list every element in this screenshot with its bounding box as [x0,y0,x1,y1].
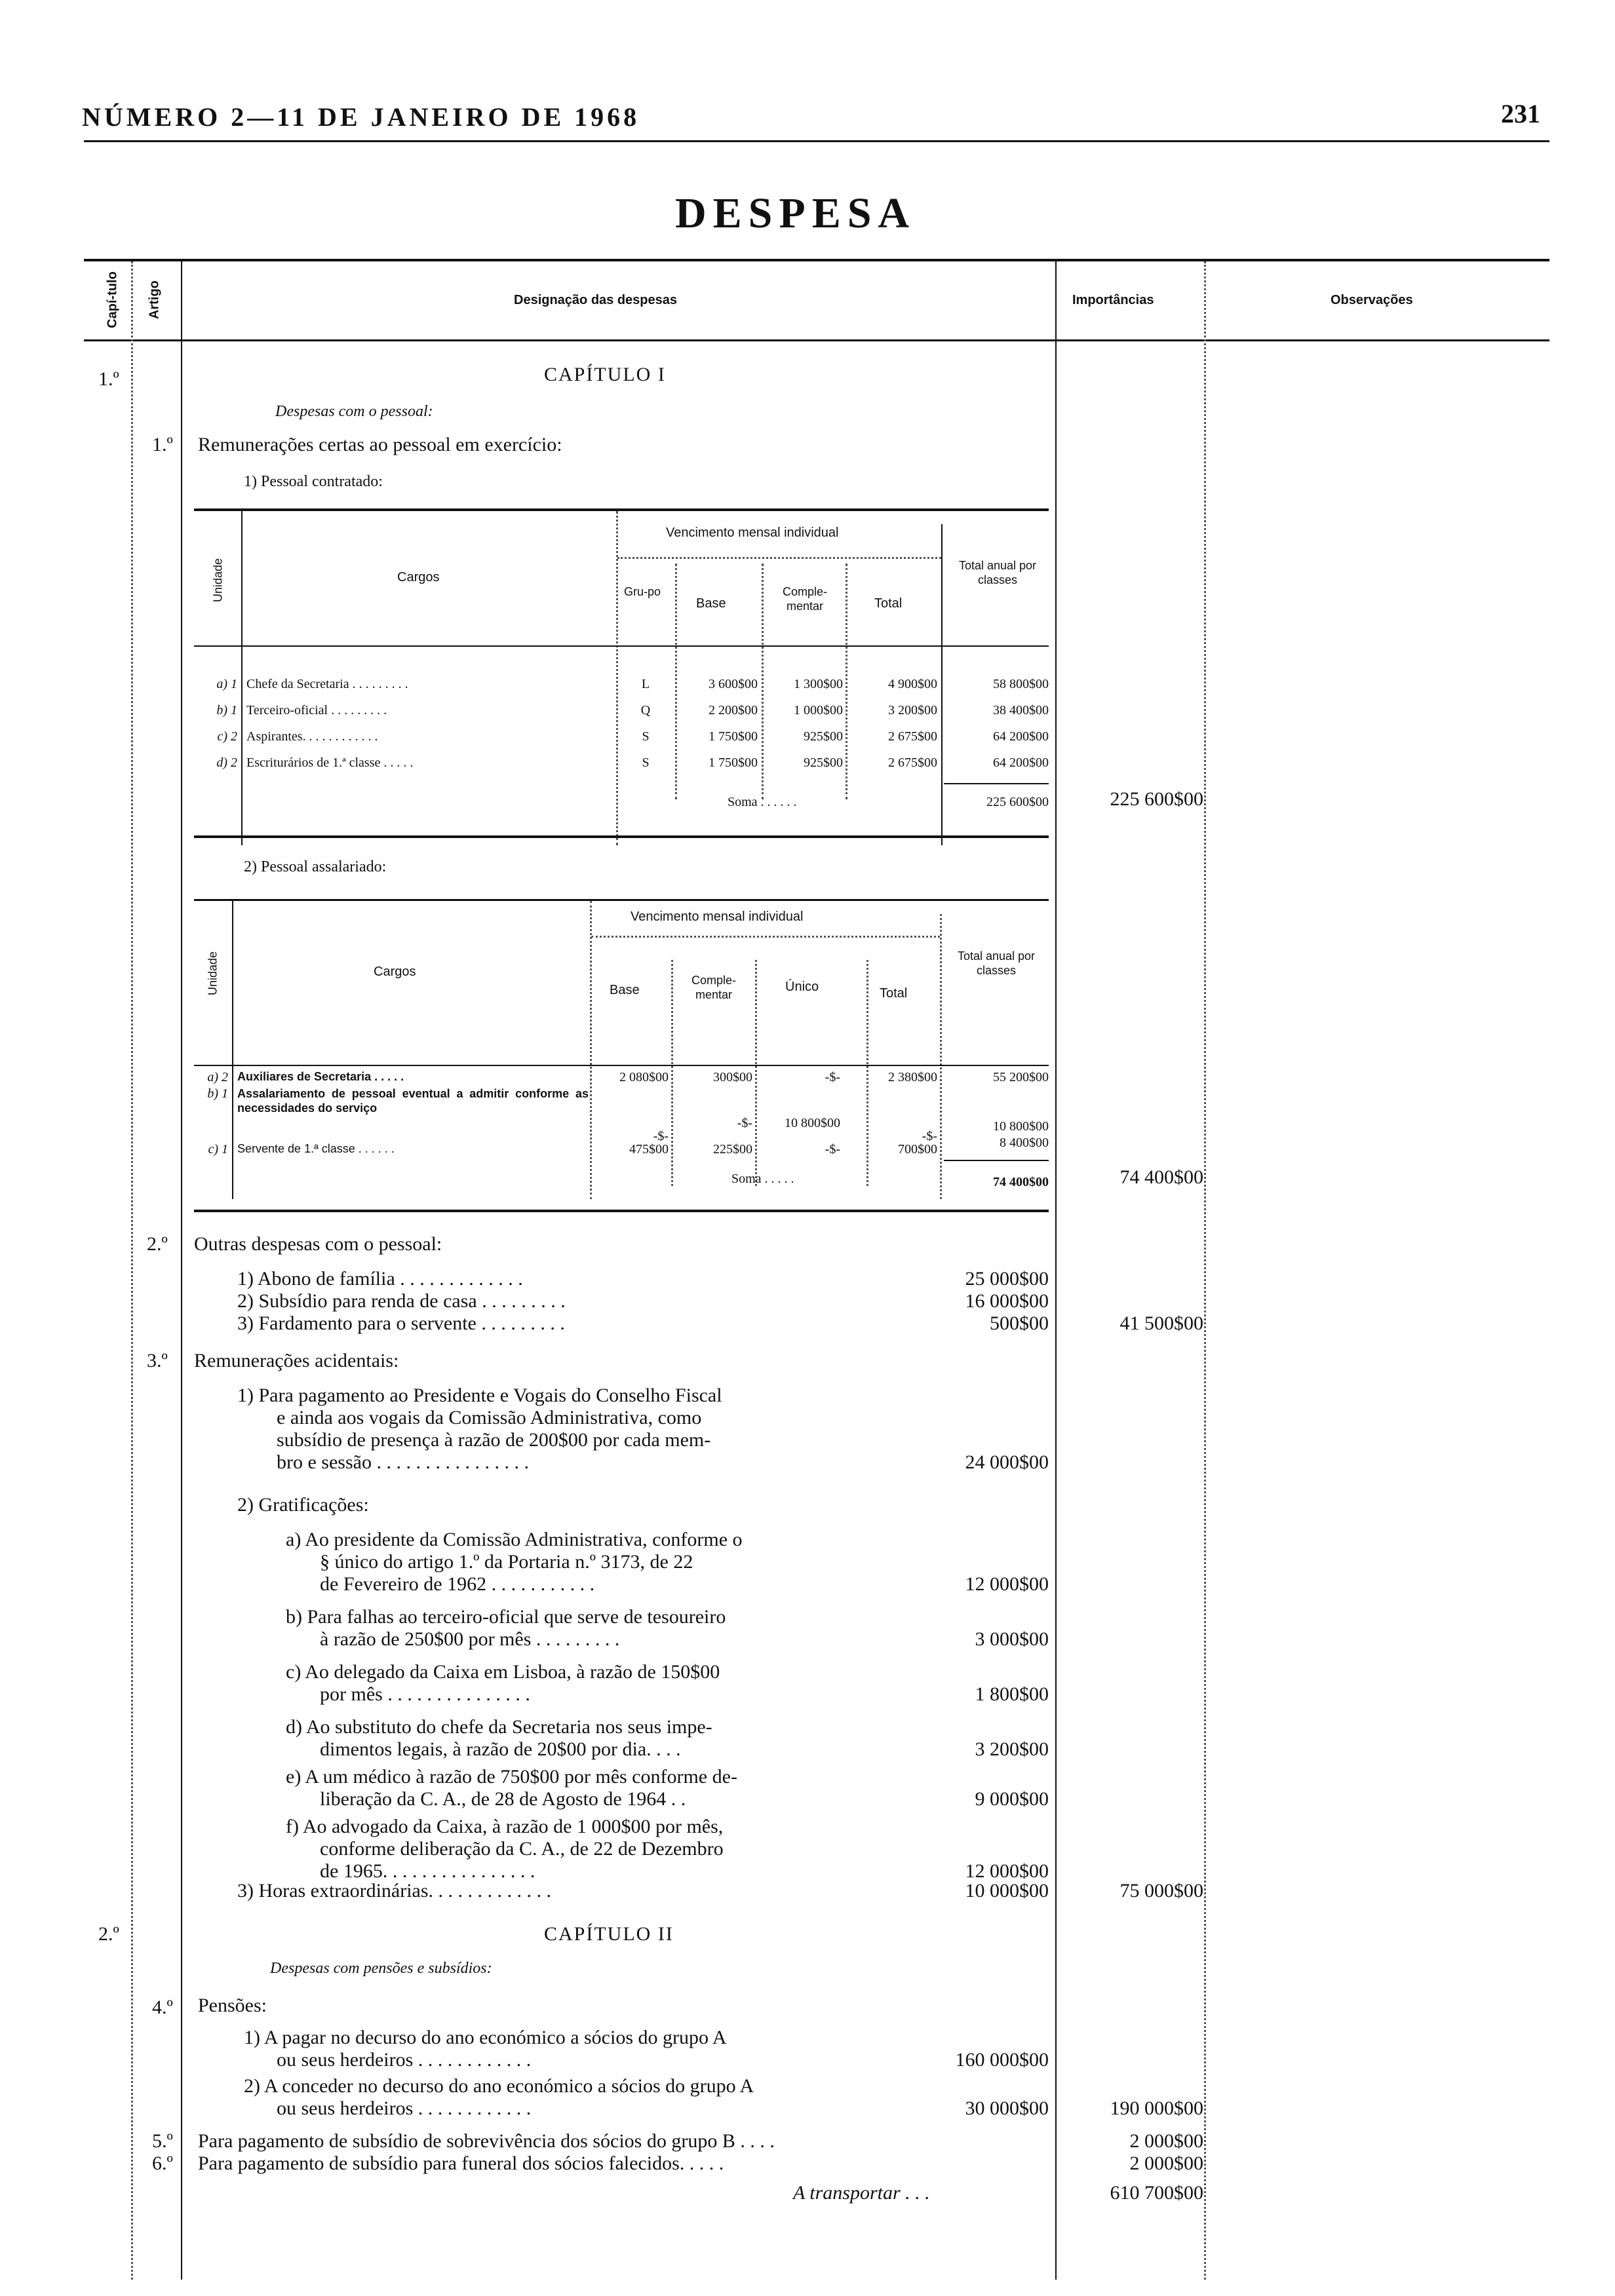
article-label: Remunerações acidentais: [194,1350,399,1371]
t2-anual: 55 200$00 [993,1070,1049,1084]
text-line: 2) Gratificações: [237,1494,369,1516]
subsection-label: 1) Pessoal contratado: [244,473,383,490]
t2-divider-unit [232,901,233,1199]
t1-soma-value: 225 600$00 [986,795,1049,809]
grat-c-line: c) Ao delegado da Caixa em Lisboa, à razão de 150$00 [286,1661,720,1683]
col-divider-import [1055,261,1057,2280]
t2-header-cargos: Cargos [374,965,416,979]
t2-header-bottom [194,1065,1049,1066]
t2-anual: 10 800$00 [993,1119,1049,1134]
t1-header-grupo: Gru-po [623,585,661,598]
list-item: 2) Subsídio para renda de casa . . . . . . . . . [237,1290,566,1312]
import-art4: 190 000$00 [1110,2097,1203,2119]
t1-grupo: Q [640,703,651,718]
t2-anual: 8 400$00 [1000,1136,1049,1150]
grat-d-line: dimentos legais, à razão de 20$00 por dia. . . . [320,1738,681,1760]
grat-a-line: § único do artigo 1.º da Portaria n.º 3173, de 22 [320,1551,693,1573]
item-value: 160 000$00 [955,2049,1049,2071]
t1-base: 1 750$00 [709,756,758,770]
t1-cargo: Chefe da Secretaria . . . . . . . . . [246,677,408,691]
chapter-subtitle: Despesas com pensões e subsídios: [270,1960,492,1977]
t2-base: 475$00 [629,1142,669,1157]
t1-base: 2 200$00 [709,703,758,718]
import-art3: 75 000$00 [1119,1880,1203,1902]
item-value: 3 200$00 [975,1738,1049,1760]
t1-header-unidade: Unidade [211,558,225,603]
article-label: Remunerações certas ao pessoal em exercício: [198,434,562,455]
t1-soma-rule [944,783,1049,784]
t2-cargo: Auxiliares de Secretaria . . . . . [237,1070,404,1083]
page-header-title: NÚMERO 2—11 DE JANEIRO DE 1968 [82,102,640,132]
t1-header-vencimento: Vencimento mensal individual [666,526,839,540]
t2-unico: -$- [825,1070,840,1084]
t2-header-vencimento: Vencimento mensal individual [631,909,804,924]
t1-base: 3 600$00 [709,677,758,691]
t2-unit: b) 1 [207,1086,228,1101]
t2-header-unico: Único [785,980,819,994]
grat-a-line: a) Ao presidente da Comissão Administrativa, conforme o [286,1529,743,1550]
t1-anual: 58 800$00 [993,677,1049,691]
t2-compl: 225$00 [713,1142,752,1157]
t2-divider-total [940,914,942,1199]
list-item: 3) Fardamento para o servente . . . . . . . . . [237,1312,565,1334]
item-value: 1 800$00 [975,1683,1049,1705]
t2-bottom-rule [194,1210,1049,1212]
t1-divider-unit [241,511,243,845]
t1-compl: 1 000$00 [794,703,843,718]
grat-b-line: à razão de 250$00 por mês . . . . . . . . . [320,1628,620,1650]
t1-cargo: Terceiro-oficial . . . . . . . . . [246,703,387,718]
t2-header-base: Base [610,983,640,997]
t1-bottom-rule [194,835,1049,838]
t1-total: 2 675$00 [888,729,937,744]
article-number: 6.º [152,2152,173,2174]
list-item: 1) Abono de família . . . . . . . . . . . . . [237,1268,523,1290]
grat-f-line: f) Ao advogado da Caixa, à razão de 1 000$00 por mês, [286,1816,724,1837]
t1-grupo: S [642,729,650,744]
t2-base: -$- [653,1129,669,1143]
col-header-designacao: Designação das despesas [514,293,678,307]
item-value: 3 000$00 [975,1628,1049,1650]
col-divider-obs [1204,261,1206,2280]
t2-header-total-anual: Total anual por classes [957,949,1036,977]
grat-b-line: b) Para falhas ao terceiro-oficial que serve de tesoureiro [286,1606,726,1628]
article-number: 3.º [147,1350,168,1371]
t2-header-complementar: Comple-mentar [691,974,737,1001]
subsection-label: 2) Pessoal assalariado: [244,858,387,875]
item-value: 10 000$00 [965,1880,1049,1902]
col-divider-cap [131,261,133,2280]
text-line: 1) Para pagamento ao Presidente e Vogais do Conselho Fiscal [237,1385,722,1406]
header-rule [84,140,1549,142]
page-number: 231 [1501,99,1540,128]
t1-total: 2 675$00 [888,756,937,770]
grat-f-line: de 1965. . . . . . . . . . . . . . . . [320,1860,535,1882]
col-header-capitulo: Capí-tulo [105,271,120,328]
article-label: Pensões: [198,1995,267,2016]
t1-header-cargos: Cargos [397,570,440,584]
grat-d-line: d) Ao substituto do chefe da Secretaria nos seus impe- [286,1716,712,1738]
t2-total: 2 380$00 [888,1070,937,1084]
table-header-rule [84,339,1549,341]
chapter-subtitle: Despesas com o pessoal: [275,403,433,420]
chapter-title: CAPÍTULO II [544,1923,674,1945]
chapter-title: CAPÍTULO I [544,364,666,385]
t1-header-complementar: Comple-mentar [782,585,828,613]
t2-header-unidade: Unidade [206,951,220,996]
t1-compl: 925$00 [804,729,843,744]
item-value: 500$00 [990,1312,1049,1334]
t1-top-rule [194,508,1049,511]
item-value: 30 000$00 [965,2097,1049,2119]
t1-cargo: Aspirantes. . . . . . . . . . . . [246,729,378,744]
item-value: 12 000$00 [965,1573,1049,1595]
grat-e-line: e) A um médico à razão de 750$00 por mês conforme de- [286,1766,737,1788]
item-value: 16 000$00 [965,1290,1049,1312]
grat-f-line: conforme deliberação da C. A., de 22 de Dezembro [320,1838,724,1860]
table-top-rule [84,259,1549,261]
t1-unit: b) 1 [216,703,237,718]
t2-total: 700$00 [898,1142,937,1157]
import-t1: 225 600$00 [1110,788,1203,810]
t2-header-total: Total [880,986,908,1001]
col-header-artigo: Artigo [147,280,162,319]
t2-base: 2 080$00 [619,1070,669,1084]
transport-total: 610 700$00 [1110,2182,1203,2204]
col-divider-art [181,261,182,2280]
t1-header-bottom [194,645,1049,647]
t1-base: 1 750$00 [709,729,758,744]
text-line: subsídio de presença à razão de 200$00 por cada mem- [277,1429,711,1451]
t1-anual: 64 200$00 [993,729,1049,744]
t2-unit: a) 2 [207,1070,228,1084]
article-text: Para pagamento de subsídio de sobrevivência dos sócios do grupo B . . . . [198,2130,775,2152]
text-line: bro e sessão . . . . . . . . . . . . . . . . [277,1451,529,1473]
t1-header-base: Base [696,596,726,611]
t2-unit: c) 1 [208,1142,228,1157]
article-number: 2.º [147,1233,168,1255]
import-art2: 41 500$00 [1119,1312,1203,1334]
t1-anual: 64 200$00 [993,756,1049,770]
t2-soma-value: 74 400$00 [993,1175,1049,1189]
t2-unico: 10 800$00 [785,1116,840,1130]
t1-grupo: S [642,756,650,770]
t1-unit: c) 2 [217,729,237,744]
article-number: 5.º [152,2130,173,2152]
item-value: 25 000$00 [965,1268,1049,1290]
col-header-importancias: Importâncias [1072,293,1154,307]
import-t2: 74 400$00 [1119,1166,1203,1188]
col-header-observacoes: Observações [1331,293,1413,307]
t2-cargo: Servente de 1.ª classe . . . . . . [237,1142,395,1155]
t2-soma-label: Soma . . . . . [731,1172,794,1186]
chapter-number: 1.º [98,368,119,390]
import-art5: 2 000$00 [1129,2130,1203,2152]
t2-compl: 300$00 [713,1070,752,1084]
t2-top-rule [194,899,1049,901]
t1-header-total-anual: Total anual por classes [958,559,1037,586]
article-number: 1.º [152,434,173,455]
text-line: ou seus herdeiros . . . . . . . . . . . . [277,2097,532,2119]
article-text: Para pagamento de subsídio para funeral dos sócios falecidos. . . . . [198,2152,724,2174]
t2-cargo: Assalariamento de pessoal eventual a admitir conforme as necessidades do serviço [237,1087,589,1115]
text-line: 2) A conceder no decurso do ano económico a sócios do grupo A [244,2075,754,2097]
t2-total: -$- [922,1129,937,1143]
grat-e-line: liberação da C. A., de 28 de Agosto de 1964 . . [320,1788,686,1810]
import-art6: 2 000$00 [1129,2152,1203,2174]
transport-label: A transportar . . . [793,2182,930,2204]
t1-total: 3 200$00 [888,703,937,718]
article-label: Outras despesas com o pessoal: [194,1233,442,1255]
text-line: e ainda aos vogais da Comissão Administrativa, como [277,1407,702,1428]
text-line: ou seus herdeiros . . . . . . . . . . . . [277,2049,532,2071]
t1-divider-cargos [616,511,618,845]
grat-a-line: de Fevereiro de 1962 . . . . . . . . . . . [320,1573,595,1595]
t1-unit: d) 2 [216,756,237,770]
t1-anual: 38 400$00 [993,703,1049,718]
chapter-number: 2.º [98,1923,119,1945]
t1-compl: 1 300$00 [794,677,843,691]
t1-total: 4 900$00 [888,677,937,691]
t1-compl: 925$00 [804,756,843,770]
grat-c-line: por mês . . . . . . . . . . . . . . . [320,1683,530,1705]
t1-unit: a) 1 [216,677,237,691]
item-value: 9 000$00 [975,1788,1049,1810]
t2-compl: -$- [737,1116,752,1130]
item-value: 12 000$00 [965,1860,1049,1882]
t1-subheader-rule [617,557,941,559]
t1-soma-label: Soma . . . . . . [728,795,797,809]
text-line: 3) Horas extraordinárias. . . . . . . . . . . . . [237,1880,552,1902]
t2-soma-rule [944,1160,1049,1161]
item-value: 24 000$00 [965,1451,1049,1473]
article-number: 4.º [152,1997,173,2018]
t1-grupo: L [641,677,650,691]
text-line: 1) A pagar no decurso do ano económico a sócios do grupo A [244,2027,727,2048]
section-title: DESPESA [675,189,916,237]
t2-subheader-rule [591,936,940,938]
t1-cargo: Escriturários de 1.ª classe . . . . . [246,756,414,770]
t2-unico: -$- [825,1142,840,1157]
t1-header-total: Total [874,596,903,611]
